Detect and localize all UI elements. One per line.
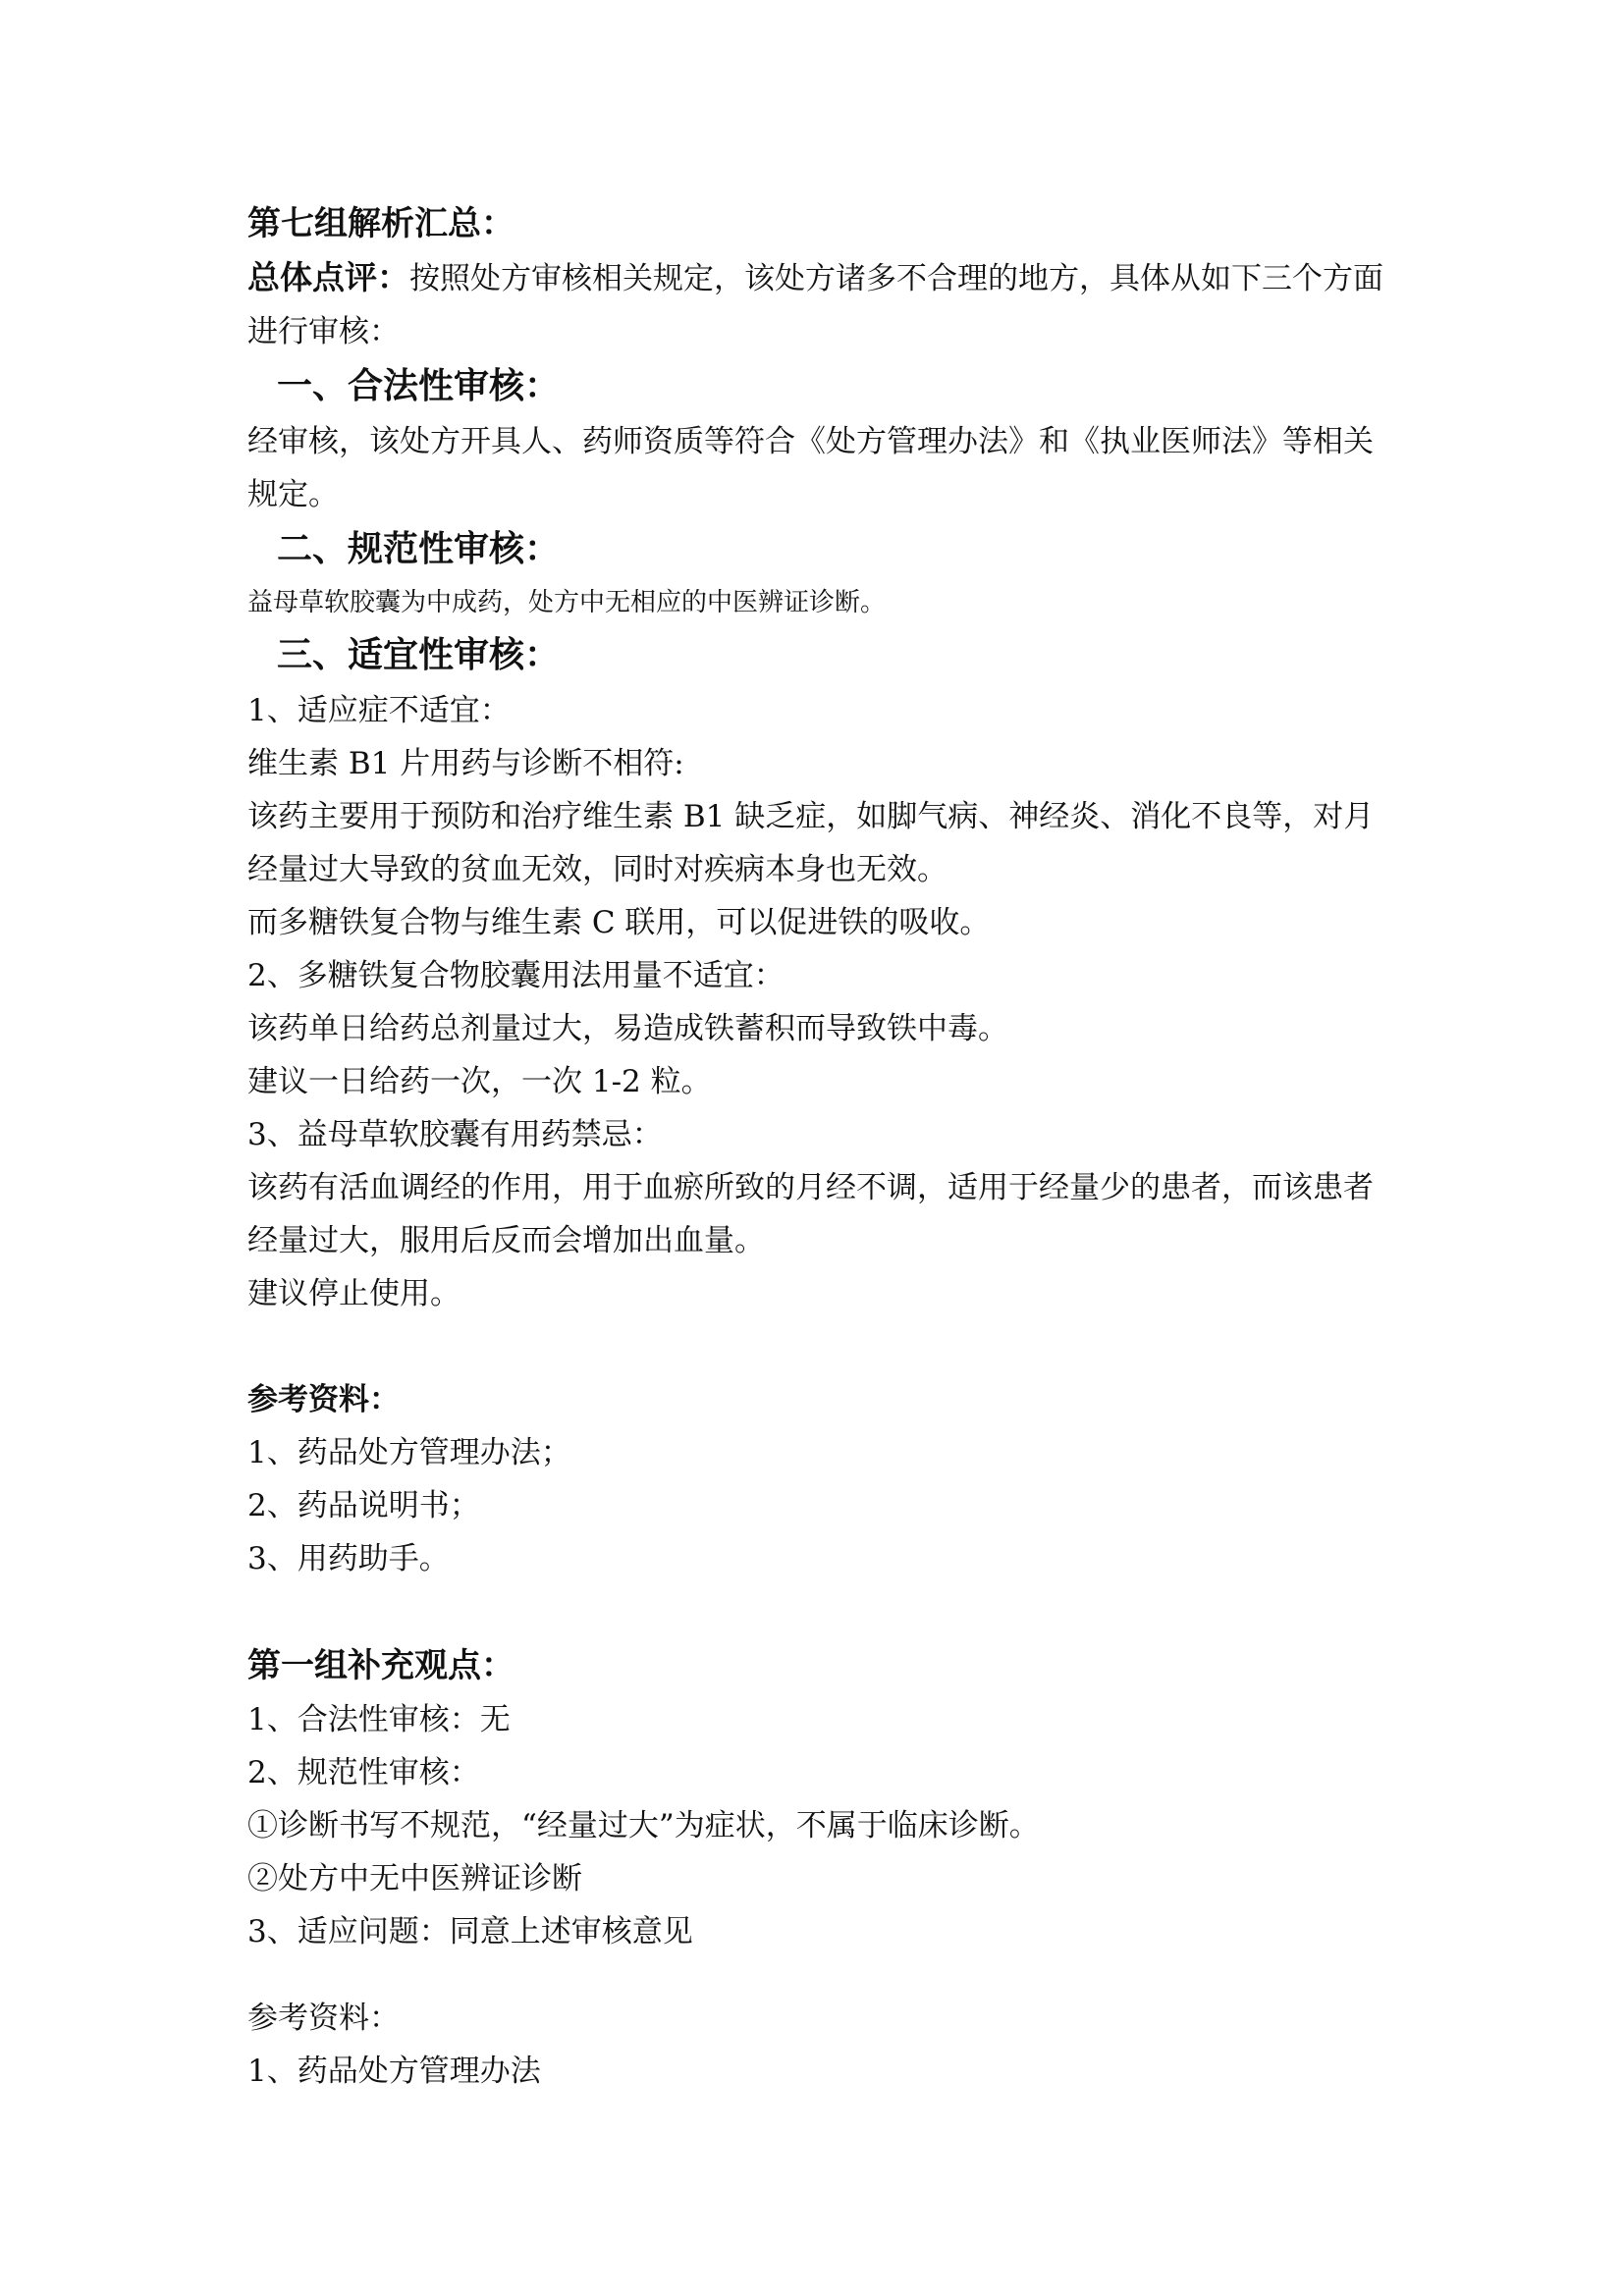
section3-line: 该药有活血调经的作用，用于血瘀所致的月经不调，适用于经量少的患者，而该患者经量过大，服用后反而会增加出血量。 [247, 1170, 1374, 1258]
section3-line: 2、多糖铁复合物胶囊用法用量不适宜： [247, 958, 785, 993]
section3-line: 该药主要用于预防和治疗维生素 B1 缺乏症，如脚气病、神经炎、消化不良等，对月经量过大导致的贫血无效，同时对疾病本身也无效。 [247, 799, 1375, 887]
overall-comment [247, 251, 1396, 358]
section2-text: 益母草软胶囊为中成药，处方中无相应的中医辨证诊断。 [247, 588, 887, 617]
group1-line: ②处方中无中医辨证诊断 [247, 1861, 582, 1896]
section3-line: 该药单日给药总剂量过大，易造成铁蓄积而导致铁中毒。 [247, 1011, 1008, 1046]
section3-line: 而多糖铁复合物与维生素 C 联用，可以促进铁的吸收。 [247, 905, 991, 940]
group1-line: 2、规范性审核： [247, 1755, 480, 1790]
section3-line: 建议停止使用。 [247, 1276, 460, 1311]
group1-line: ①诊断书写不规范，“经量过大”为症状，不属于临床诊断。 [247, 1808, 1040, 1843]
group1-line: 1、合法性审核：无 [247, 1702, 511, 1737]
group7-title: 第七组解析汇总： [247, 204, 514, 243]
section1-text: 经审核，该处方开具人、药师资质等符合《处方管理办法》和《执业医师法》等相关规定。 [247, 424, 1374, 512]
section3-line: 3、益母草软胶囊有用药禁忌： [247, 1117, 663, 1152]
section3-line: 1、适应症不适宜： [247, 693, 511, 728]
group7-reference-item: 1、药品处方管理办法； [247, 1435, 571, 1470]
group1-line: 3、适应问题：同意上述审核意见 [247, 1914, 693, 1949]
group7-reference-item: 2、药品说明书； [247, 1488, 480, 1523]
section3-line: 建议一日给药一次，一次 1-2 粒。 [247, 1064, 712, 1099]
section3-line: 维生素 B1 片用药与诊断不相符: [247, 746, 684, 781]
group7-references-title: 参考资料： [247, 1382, 400, 1417]
section2-title: 二、规范性审核： [277, 529, 561, 569]
group1-reference-item: 1、药品处方管理办法 [247, 2054, 541, 2089]
group1-title: 第一组补充观点： [247, 1646, 514, 1685]
group7-reference-item: 3、用药助手。 [247, 1541, 450, 1576]
group1-references-title: 参考资料： [247, 2001, 400, 2036]
section3-title: 三、适宜性审核： [277, 635, 561, 675]
section1-title: 一、合法性审核： [277, 366, 561, 406]
document-page [247, 196, 1396, 2098]
overall-label: 总体点评： [247, 258, 409, 296]
overall-text: 按照处方审核相关规定，该处方诸多不合理的地方，具体从如下三个方面进行审核： [247, 261, 1383, 349]
